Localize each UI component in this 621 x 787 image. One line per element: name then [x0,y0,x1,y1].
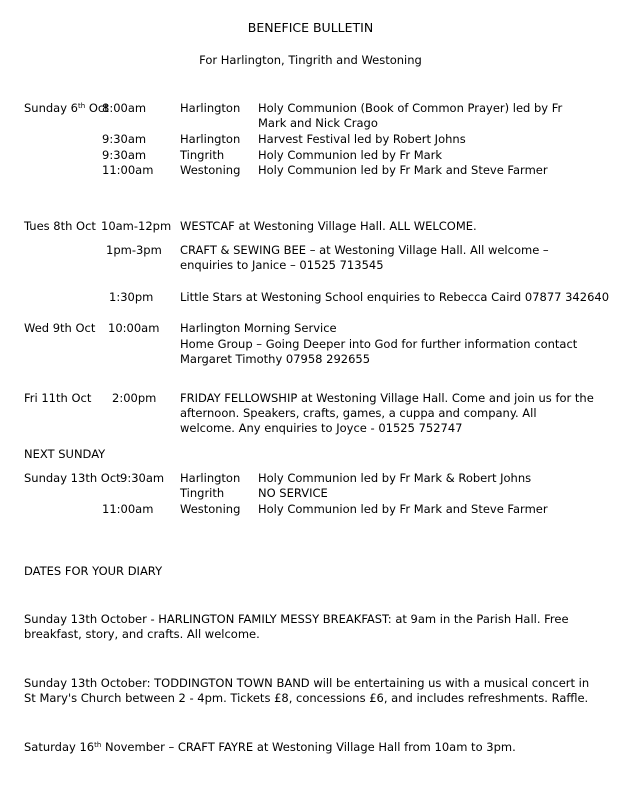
wed9-day: Wed 9th Oct [24,321,96,335]
next-sunday-service-1: Holy Communion led by Fr Mark & Robert Johns [258,471,532,485]
sunday6-service-2: Harvest Festival led by Robert Johns [258,132,466,146]
sunday6-place-3: Tingrith [180,148,225,162]
sunday6-day-sup: th [78,102,86,110]
sunday6-place-4: Westoning [180,163,241,177]
bulletin-title: BENEFICE BULLETIN [247,20,374,35]
diary-item-3-sup: th [94,741,102,749]
tues8-time-2: 1pm-3pm [106,243,162,257]
sunday6-service-1: Holy Communion (Book of Common Prayer) led by Fr Mark and Nick Crago [258,101,563,130]
diary-heading: DATES FOR YOUR DIARY [24,564,163,578]
diary-item-2: Sunday 13th October: TODDINGTON TOWN BAND will be entertaining us with a musical concert in St Mary's Church between 2 - 4pm. Tickets £8, concessions £6, and includes refreshments. Raffle. [24,676,590,705]
wed9-line1: Harlington Morning Service [180,321,337,335]
next-sunday-place-2: Tingrith [180,486,225,500]
sunday6-place-1: Harlington [180,101,241,115]
sunday6-time-2: 9:30am [102,132,147,146]
tues8-day: Tues 8th Oct [24,219,96,233]
wed9-line2: Home Group – Going Deeper into God for further information contact Margaret Timothy 07958 292655 [180,337,578,366]
fri11-text: FRIDAY FELLOWSHIP at Westoning Village Hall. Come and join us for the afternoon. Speakers, crafts, games, a cuppa and company. All welcome. Any enquiries to Joyce - 01525 752747 [180,391,594,435]
bulletin-subtitle: For Harlington, Tingrith and Westoning [199,53,422,67]
tues8-text-1: WESTCAF at Westoning Village Hall. ALL WELCOME. [180,219,477,233]
next-sunday-service-3: Holy Communion led by Fr Mark and Steve Farmer [258,502,548,516]
diary-item-3 [24,740,516,755]
tues8-time-3: 1:30pm [109,290,154,304]
fri11-time: 2:00pm [112,391,157,405]
sunday6-service-3: Holy Communion led by Fr Mark [258,148,443,162]
sunday6-service-4: Holy Communion led by Fr Mark and Steve Farmer [258,163,548,177]
next-sunday-time-1: 9:30am [120,471,165,485]
sunday6-day-suffix: Oct [85,101,109,115]
sunday6-time-4: 11:00am [102,163,154,177]
sunday6-time-1: 8:00am [102,101,147,115]
next-sunday-heading: NEXT SUNDAY [24,447,106,461]
next-sunday-service-2: NO SERVICE [258,486,328,500]
next-sunday-place-3: Westoning [180,502,241,516]
next-sunday-time-3: 11:00am [102,502,154,516]
sunday6-day-prefix: Sunday 6 [24,101,79,115]
diary-item-3-suffix: November – CRAFT FAYRE at Westoning Village Hall from 10am to 3pm. [101,740,516,754]
next-sunday-day: Sunday 13th Oct [24,471,121,485]
sunday6-day [24,101,109,116]
fri11-day: Fri 11th Oct [24,391,92,405]
diary-item-1: Sunday 13th October - HARLINGTON FAMILY MESSY BREAKFAST: at 9am in the Parish Hall. Free breakfast, story, and crafts. All welcome. [24,612,569,641]
wed9-time: 10:00am [108,321,160,335]
next-sunday-place-1: Harlington [180,471,241,485]
diary-item-3-prefix: Saturday 16 [24,740,95,754]
tues8-text-2: CRAFT & SEWING BEE – at Westoning Village Hall. All welcome – enquiries to Janice – 01525 713545 [180,243,549,272]
sunday6-time-3: 9:30am [102,148,147,162]
sunday6-place-2: Harlington [180,132,241,146]
tues8-text-3: Little Stars at Westoning School enquiries to Rebecca Caird 07877 342640 [180,290,610,304]
tues8-time-1: 10am-12pm [101,219,172,233]
